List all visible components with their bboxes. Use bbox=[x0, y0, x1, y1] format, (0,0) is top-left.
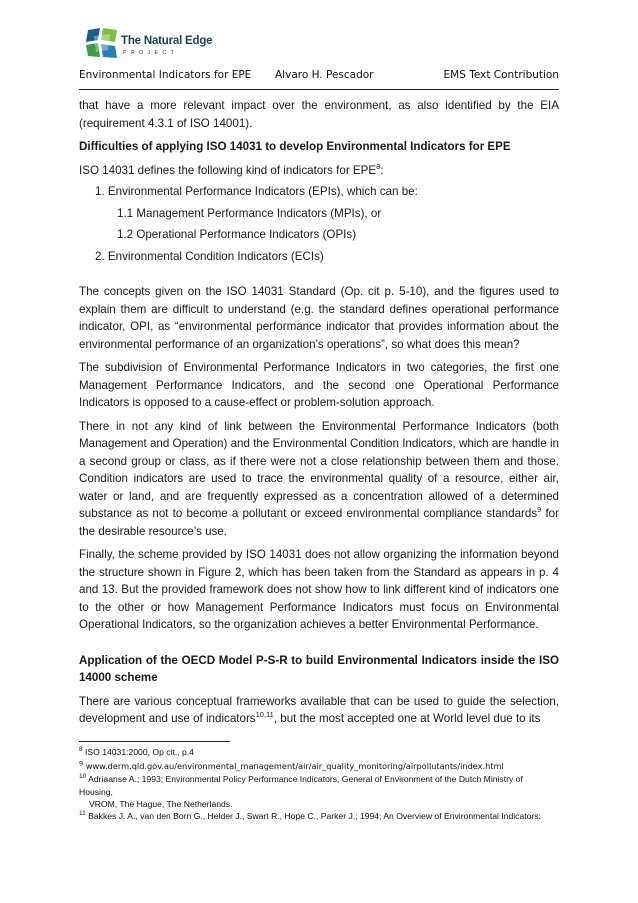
footnote-10 bbox=[79, 773, 559, 811]
header-middle: Alvaro H. Pescador bbox=[275, 69, 374, 81]
footnote-8 bbox=[79, 746, 559, 759]
list-item-opi: 1.2 Operational Performance Indicators (OPIs) bbox=[117, 228, 357, 241]
section-heading-difficulties: Difficulties of applying ISO 14031 to develop Environmental Indicators for EPE bbox=[79, 140, 511, 153]
paragraph-text: ISO 14031 defines the following kind of indicators for EPE bbox=[79, 163, 377, 177]
document-body bbox=[79, 97, 559, 728]
section-heading-oecd: Application of the OECD Model P-S-R to build Environmental Indicators inside the ISO 14000 scheme bbox=[79, 653, 559, 684]
logo-name: The Natural Edge bbox=[121, 35, 213, 47]
paragraph-concepts: The concepts given on the ISO 14031 Standard (Op. cit p. 5-10), and the figures used to explain them are difficult to understand (e.g. the standard defines operational performance indicator, OPI, as “environmental performance indicator that provides information about the environmental performance of an organization’s operations”, so what does this mean? bbox=[79, 285, 559, 351]
natural-edge-logo bbox=[84, 26, 214, 66]
list-item-mpi: 1.1 Management Performance Indicators (MPIs), or bbox=[117, 206, 382, 220]
logo-subtitle: PROJECT bbox=[123, 50, 179, 56]
paragraph-finally: Finally, the scheme provided by ISO 14031 does not allow organizing the information beyond the structure shown in Figure 2, which has been taken from the Standard as appears in p. 4 and 13. But the provided framework does not show how to link different kind of indicators one to the other or how Management Performance Indicators must focus on Environmental Operational Indicators, so the organization achieves a better Environmental Performance. bbox=[79, 548, 559, 631]
page-header bbox=[79, 69, 559, 85]
paragraph-end: , but the most accepted one at World level due to its bbox=[273, 712, 541, 725]
paragraph-end: for the desirable resource’s use. bbox=[79, 507, 559, 538]
footnote-text: Bakkes J. A., van den Born G., Helder J., Swart R., Hope C., Parker J.; 1994; An Overview of Environmental Indicators: bbox=[85, 811, 541, 821]
paragraph-no-link bbox=[79, 418, 559, 541]
footnote-link[interactable]: www.derm.qld.gov.au/environmental_management/air/air_quality_monitoring/airpollutants/index.html bbox=[83, 761, 504, 771]
header-right: EMS Text Contribution bbox=[443, 69, 559, 81]
footnote-ref: 8 bbox=[376, 161, 381, 171]
logo-mark-icon bbox=[84, 26, 120, 60]
paragraph-subdivision: The subdivision of Environmental Performance Indicators in two categories, the first one Management Performance Indicators, and the second one Operational Performance Indicators is opposed to a cause-effect or problem-solution approach. bbox=[79, 361, 559, 409]
footnote-9 bbox=[79, 760, 559, 773]
header-left: Environmental Indicators for EPE bbox=[79, 69, 252, 81]
footnote-text: ISO 14031:2000, Op cit., p.4 bbox=[82, 747, 194, 757]
footnote-rule bbox=[79, 741, 230, 742]
footnote-number: 10 bbox=[79, 773, 87, 781]
list-item-eci: 2. Environmental Condition Indicators (ECIs) bbox=[95, 249, 324, 263]
list-item-epi: 1. Environmental Performance Indicators (EPIs), which can be: bbox=[95, 185, 418, 198]
footnote-number: 9 bbox=[79, 759, 84, 768]
footnote-11 bbox=[79, 810, 559, 823]
footnote-ref: 10,11 bbox=[255, 710, 274, 720]
paragraph-text: There in not any kind of link between the Environmental Performance Indicators (both Management and Operation) and the Environmental Condition Indicators, which are handle in a second group or class, as if there were not a close relationship between them and those. Condition indicators are used to trace the environmental quality of a resource, either air, water or land, and are frequently expressed as a concentration allowed of a determined substance as not to become a pollutant or exceed environmental compliance standards bbox=[79, 419, 559, 520]
paragraph-end: : bbox=[380, 163, 384, 177]
footnote-text-continued: VROM, The Hague, The Netherlands. bbox=[89, 799, 233, 809]
footnote-ref: 9 bbox=[537, 505, 542, 515]
paragraph-frameworks bbox=[79, 693, 559, 728]
paragraph-text: There are various conceptual frameworks available that can be used to guide the selection, development and use of indicators bbox=[79, 694, 559, 725]
header-rule bbox=[79, 89, 559, 90]
paragraph-continuation: that have a more relevant impact over the environment, as also identified by the EIA (requirement 4.3.1 of ISO 14001). bbox=[79, 99, 559, 130]
paragraph-iso-defines bbox=[79, 162, 559, 180]
footnote-number: 8 bbox=[79, 746, 83, 754]
footnote-number: 11 bbox=[79, 810, 86, 818]
footnote-text: Adriaanse A.; 1993; Environmental Policy Performance Indicators, General of Environment of the Dutch Ministry of Housing, bbox=[79, 774, 523, 797]
